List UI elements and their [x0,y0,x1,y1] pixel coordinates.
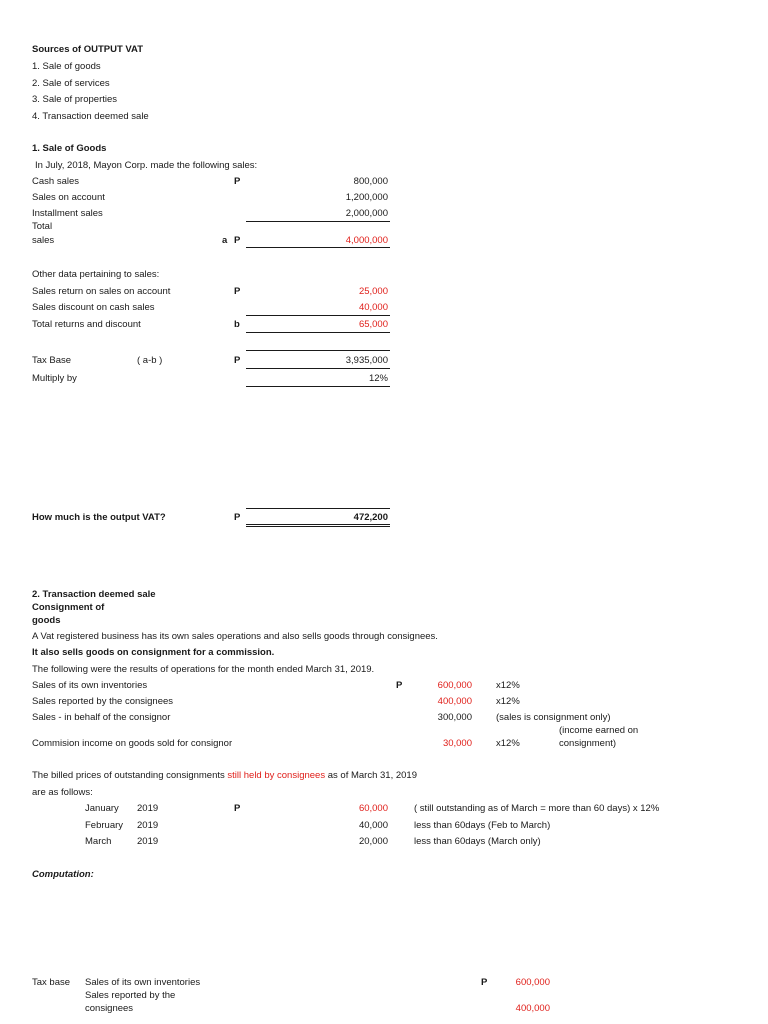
month-march: March [85,836,112,847]
total-sales-label-2: sales [32,235,55,246]
sales-return-p: P [234,286,241,297]
billed-prices-line-1: The billed prices of outstanding consignments still held by consignees as of March 31, 2019 [32,770,417,781]
commission-note-2: consignment) [559,738,617,749]
commission-rate: x12% [496,738,520,749]
divider-line [246,508,390,509]
comp-consignees-value: 400,000 [515,1003,550,1014]
divider-line [246,524,390,525]
other-data-title: Other data pertaining to sales: [32,269,160,280]
divider-line [246,315,390,316]
tax-base-label: Tax Base [32,355,72,366]
sales-on-account-value: 1,200,000 [345,192,388,203]
output-vat-p: P [234,512,241,523]
year-february: 2019 [137,820,159,831]
cash-sales-label: Cash sales [32,176,79,187]
divider-line [246,350,390,351]
consignment-title-2: goods [32,615,61,626]
commission-note-1: (income earned on [559,725,639,736]
consignees-sales-value: 400,000 [437,696,472,707]
year-march: 2019 [137,836,159,847]
sales-discount-label: Sales discount on cash sales [32,302,155,313]
commission-label: Commision income on goods sold for consignor [32,738,233,749]
consignees-sales-rate: x12% [496,696,520,707]
own-inventories-value: 600,000 [437,680,472,691]
returns-total-marker: b [234,319,240,330]
consignor-sales-value: 300,000 [437,712,472,723]
own-inventories-label: Sales of its own inventories [32,680,148,691]
sale-goods-title: 1. Sale of Goods [32,143,107,154]
consignment-title-1: Consignment of [32,602,105,613]
divider-line [246,526,390,527]
january-p: P [234,803,241,814]
march-note: less than 60days (March only) [414,836,541,847]
multiply-by-label: Multiply by [32,373,77,384]
deemed-line-3: The following were the results of operations for the month ended March 31, 2019. [32,664,375,675]
commission-value: 30,000 [442,738,472,749]
sources-item-3: 3. Sale of properties [32,94,118,105]
billed-prices-line-2: are as follows: [32,787,93,798]
month-february: February [85,820,124,831]
sales-on-account-label: Sales on account [32,192,105,203]
consignees-sales-label: Sales reported by the consignees [32,696,174,707]
total-sales-marker: a [222,235,228,246]
comp-consignees-label-2: consignees [85,1003,134,1014]
returns-total-value: 65,000 [358,319,388,330]
installment-sales-label: Installment sales [32,208,103,219]
january-value: 60,000 [358,803,388,814]
comp-own-inventories-p: P [481,977,488,988]
divider-line [246,368,390,369]
sources-item-1: 1. Sale of goods [32,61,101,72]
comp-own-inventories-value: 600,000 [515,977,550,988]
total-sales-value: 4,000,000 [345,235,388,246]
consignor-sales-note: (sales is consignment only) [496,712,611,723]
sources-item-4: 4. Transaction deemed sale [32,111,149,122]
deemed-line-1: A Vat registered business has its own sales operations and also sells goods through consignees. [32,631,438,642]
total-sales-p: P [234,235,241,246]
own-inventories-rate: x12% [496,680,520,691]
tax-base-p: P [234,355,241,366]
sources-item-2: 2. Sale of services [32,78,110,89]
output-vat-question: How much is the output VAT? [32,512,166,523]
divider-line [246,247,390,248]
consignor-sales-label: Sales - in behalf of the consignor [32,712,171,723]
own-inventories-p: P [396,680,403,691]
march-value: 20,000 [358,836,388,847]
total-sales-label-1: Total [32,221,53,232]
sales-return-label: Sales return on sales on account [32,286,171,297]
divider-line [246,386,390,387]
sales-return-value: 25,000 [358,286,388,297]
multiply-by-value: 12% [368,373,388,384]
output-vat-value: 472,200 [353,512,388,523]
year-january: 2019 [137,803,159,814]
installment-sales-value: 2,000,000 [345,208,388,219]
february-value: 40,000 [358,820,388,831]
january-note: ( still outstanding as of March = more than 60 days) x 12% [414,803,660,814]
returns-total-label: Total returns and discount [32,319,141,330]
divider-line [246,332,390,333]
tax-base-value: 3,935,000 [345,355,388,366]
comp-tax-base-label: Tax base [32,977,71,988]
comp-consignees-label-1: Sales reported by the [85,990,176,1001]
tax-base-formula: ( a-b ) [137,355,163,366]
cash-sales-value: 800,000 [353,176,388,187]
february-note: less than 60days (Feb to March) [414,820,551,831]
deemed-line-2: It also sells goods on consignment for a commission. [32,647,275,658]
sources-title: Sources of OUTPUT VAT [32,44,144,55]
month-january: January [85,803,119,814]
computation-heading: Computation: [32,869,94,880]
deemed-sale-title: 2. Transaction deemed sale [32,589,156,600]
sale-goods-intro: In July, 2018, Mayon Corp. made the following sales: [35,160,258,171]
sales-discount-value: 40,000 [358,302,388,313]
divider-line [246,221,390,222]
comp-own-inventories-label: Sales of its own inventories [85,977,201,988]
cash-sales-p: P [234,176,241,187]
